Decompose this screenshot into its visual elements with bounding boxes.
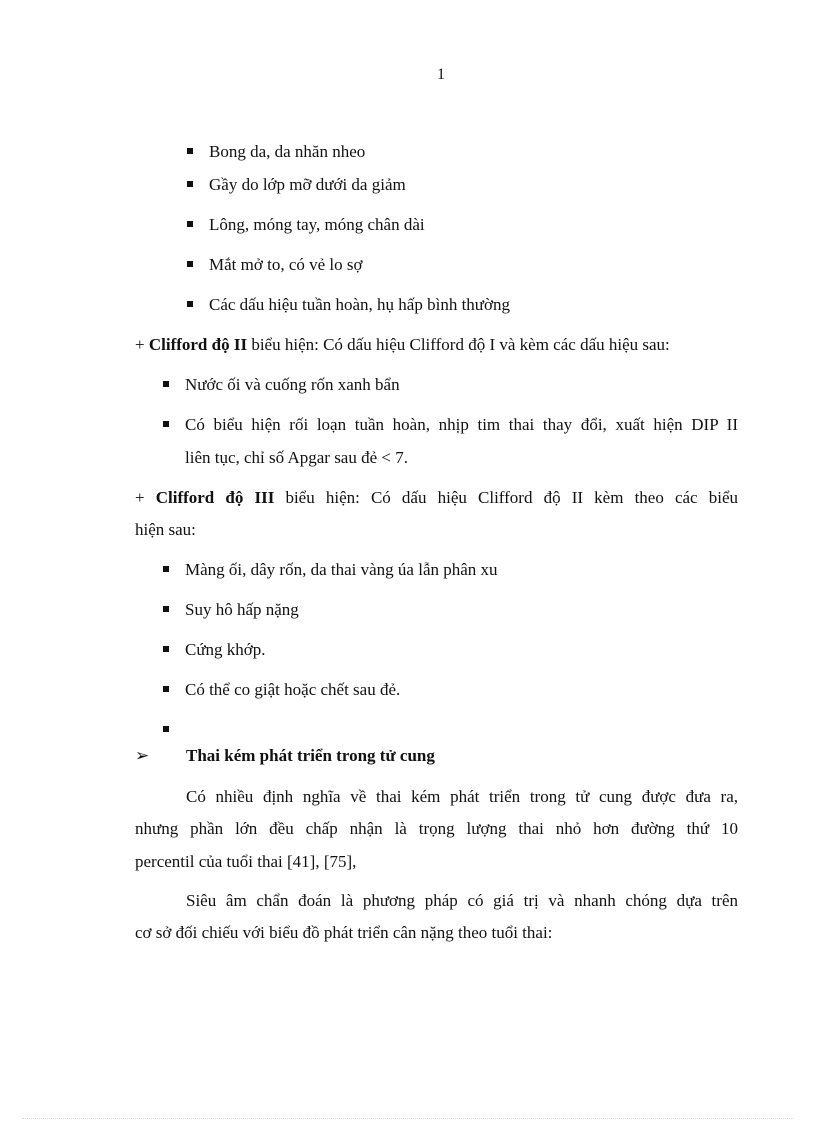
clifford-2-term: Clifford độ II bbox=[148, 335, 248, 354]
bullet-icon bbox=[163, 646, 169, 652]
bullet-icon bbox=[187, 301, 193, 307]
list-item-continuation: liên tục, chỉ số Apgar sau đẻ < 7. bbox=[185, 448, 408, 467]
paragraph-1-line-3: percentil của tuổi thai [41], [75], bbox=[135, 852, 357, 871]
clifford-2-text: biểu hiện: Có dấu hiệu Clifford độ I và kèm các dấu hiệu sau: bbox=[247, 335, 670, 354]
list-item: Có thể co giật hoặc chết sau đẻ. bbox=[185, 680, 401, 699]
list-item: Suy hô hấp nặng bbox=[185, 600, 299, 619]
bullet-icon bbox=[163, 606, 169, 612]
clifford-3-text: biểu hiện: Có dấu hiệu Clifford độ II kèm theo các biểu bbox=[274, 488, 738, 507]
list-item: Nước ối và cuống rốn xanh bẩn bbox=[185, 375, 400, 394]
clifford-2-prefix: + bbox=[135, 335, 149, 354]
list-item: Các dấu hiệu tuần hoàn, hụ hấp bình thường bbox=[209, 295, 511, 314]
bullet-icon bbox=[187, 181, 193, 187]
list-item: Màng ối, dây rốn, da thai vàng úa lẫn phân xu bbox=[185, 560, 498, 579]
bullet-icon bbox=[163, 421, 169, 427]
bullet-icon bbox=[187, 261, 193, 267]
paragraph-2-line-2: cơ sở đối chiếu với biểu đồ phát triển cân nặng theo tuổi thai: bbox=[135, 923, 553, 942]
paragraph-2-line-1: Siêu âm chẩn đoán là phương pháp có giá trị và nhanh chóng dựa trên bbox=[186, 891, 738, 910]
clifford-3-heading-continuation: hiện sau: bbox=[135, 520, 196, 539]
list-item: Có biểu hiện rối loạn tuần hoàn, nhịp tim thai thay đổi, xuất hiện DIP II bbox=[185, 415, 738, 434]
list-item: Bong da, da nhăn nheo bbox=[209, 142, 366, 161]
clifford-3-term: Clifford độ III bbox=[155, 488, 275, 507]
bullet-icon bbox=[163, 726, 169, 732]
bullet-icon bbox=[163, 566, 169, 572]
bullet-icon bbox=[187, 148, 193, 154]
bullet-icon bbox=[187, 221, 193, 227]
bullet-icon bbox=[163, 686, 169, 692]
section-heading: Thai kém phát triển trong tử cung bbox=[186, 746, 435, 765]
bullet-icon bbox=[163, 381, 169, 387]
list-item: Cứng khớp. bbox=[185, 640, 266, 659]
arrow-bullet-icon: ➢ bbox=[135, 746, 150, 765]
page-bottom-rule bbox=[22, 1118, 794, 1119]
list-item: Lông, móng tay, móng chân dài bbox=[209, 215, 425, 234]
clifford-3-prefix: + bbox=[135, 488, 156, 507]
list-item: Mắt mở to, có vẻ lo sợ bbox=[209, 255, 363, 274]
clifford-3-heading bbox=[135, 487, 738, 509]
clifford-2-heading bbox=[135, 334, 670, 356]
list-item: Gầy do lớp mỡ dưới da giảm bbox=[209, 175, 406, 194]
paragraph-1-line-2: nhưng phần lớn đều chấp nhận là trọng lượng thai nhỏ hơn đường thứ 10 bbox=[135, 819, 738, 838]
paragraph-1-line-1: Có nhiều định nghĩa về thai kém phát triển trong tử cung được đưa ra, bbox=[186, 787, 738, 806]
page-number: 1 bbox=[437, 66, 445, 83]
